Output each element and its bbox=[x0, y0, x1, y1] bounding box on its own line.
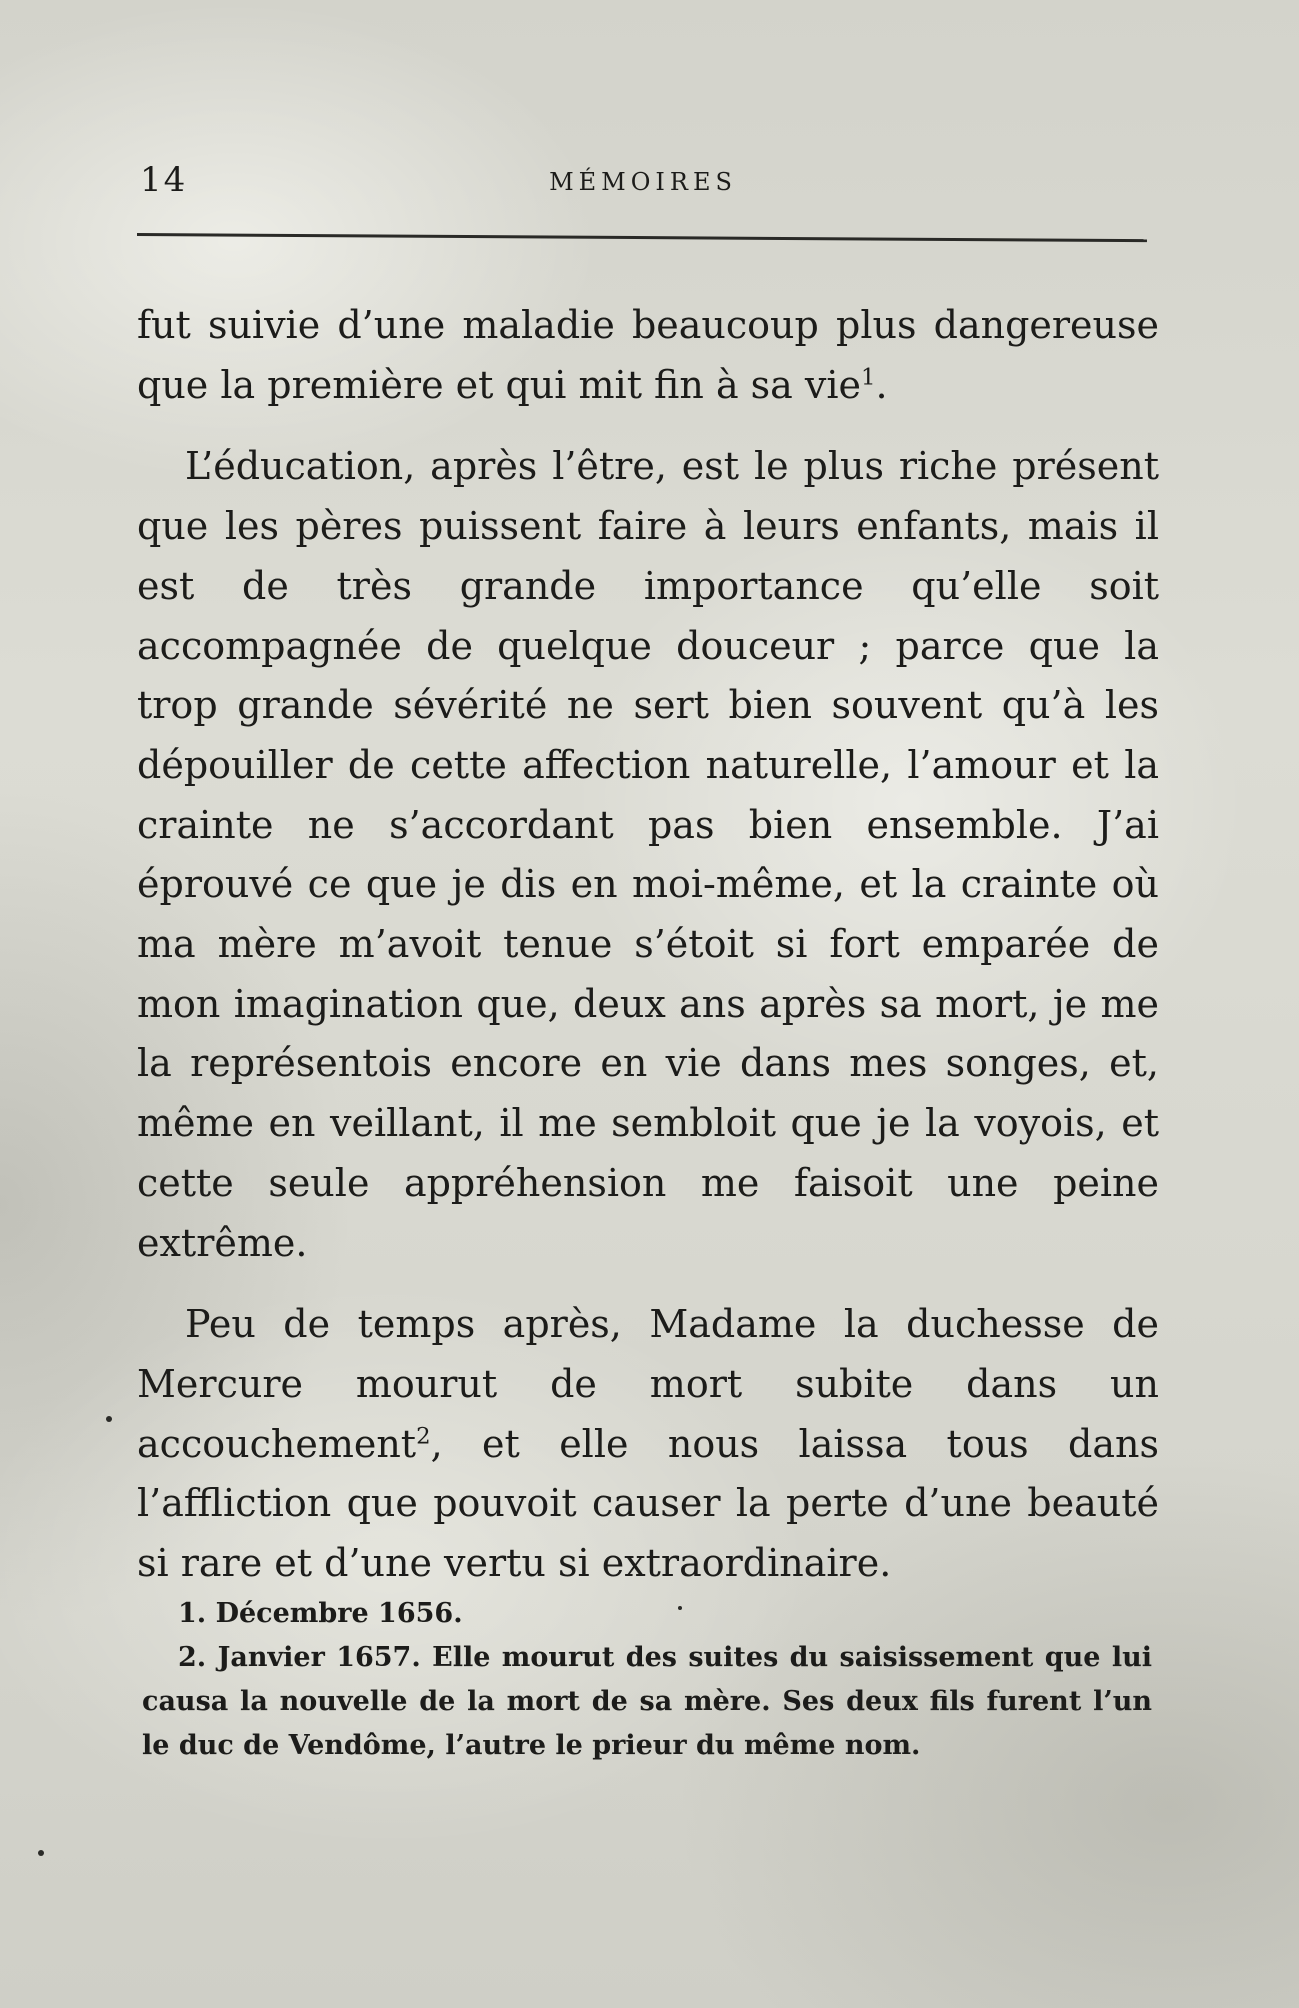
paragraph-1 bbox=[137, 296, 1159, 415]
running-head: MÉMOIRES bbox=[549, 168, 737, 196]
paragraph-3-text: Peu de temps après, Madame la duchesse de Mercure mourut de mort subite dans un accouchement bbox=[137, 1302, 1159, 1466]
footnote-ref-2: 2 bbox=[416, 1423, 431, 1449]
footnote-1: 1. Décembre 1656. bbox=[178, 1598, 463, 1629]
page-number: 14 bbox=[140, 160, 188, 200]
paragraph-2: L’éducation, après l’être, est le plus riche présent que les pères puissent faire à leurs enfants, mais il est de très grande importance qu’elle soit accompagnée de quelque douceur ; parce que la trop grande sévérité ne sert bien souvent qu’à les dépouiller de cette affection naturelle, l’amour et la crainte ne s’accordant pas bien ensemble. J’ai éprouvé ce que je dis en moi-même, et la crainte où ma mère m’avoit tenue s’étoit si fort emparée de mon imagination que, deux ans après sa mort, je me la représentois encore en vie dans mes songes, et, même en veillant, il me sembloit que je la voyois, et cette seule appréhension me faisoit une peine extrême. bbox=[137, 444, 1159, 1265]
paper-speck bbox=[38, 1850, 44, 1856]
paper-speck bbox=[106, 1416, 112, 1422]
paragraph-1-text: fut suivie d’une maladie beaucoup plus dangereuse que la première et qui mit fin à sa vie bbox=[137, 303, 1159, 407]
footnote-2: 2. Janvier 1657. Elle mourut des suites du saisissement que lui causa la nouvelle de la mort de sa mère. Ses deux fils furent l’un le duc de Vendôme, l’autre le prieur du même nom. bbox=[142, 1642, 1152, 1761]
paragraph-3 bbox=[137, 1295, 1159, 1594]
body-text bbox=[137, 296, 1159, 1594]
footnote-ref-1: 1 bbox=[861, 364, 876, 391]
paper-speck bbox=[678, 1606, 682, 1610]
paragraph-3-end: , et elle nous laissa tous dans l’affliction que pouvoit causer la perte d’une beauté si rare et d’une vertu si extraordinaire. bbox=[137, 1421, 1159, 1586]
header-rule bbox=[137, 233, 1147, 242]
paragraph-1-end: . bbox=[875, 362, 888, 407]
page-header bbox=[140, 160, 1146, 220]
footnotes bbox=[142, 1592, 1152, 1768]
